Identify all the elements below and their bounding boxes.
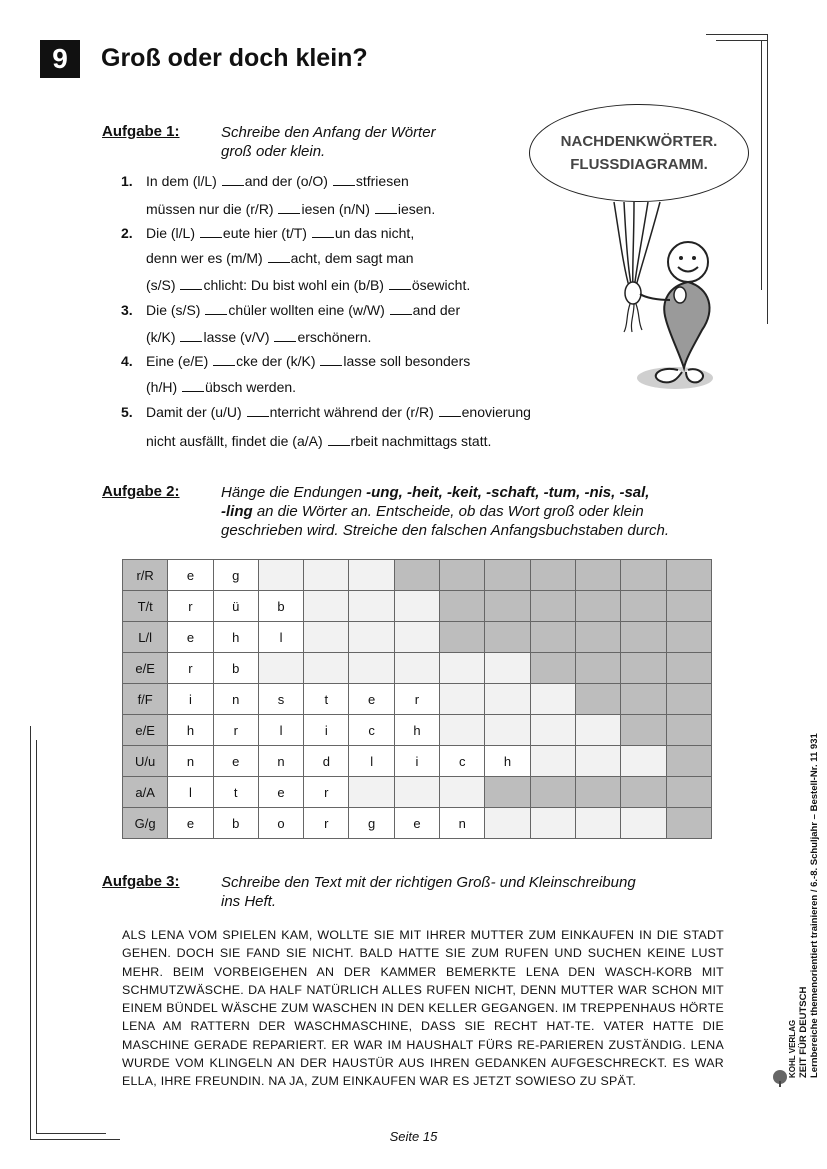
publisher-name: KOHL VERLAG bbox=[788, 1019, 797, 1078]
grid-shaded-cell[interactable] bbox=[530, 653, 575, 684]
grid-shaded-cell[interactable] bbox=[621, 591, 666, 622]
grid-letter-cell: d bbox=[304, 746, 349, 777]
exercise-text: lasse (v/V) bbox=[203, 329, 274, 345]
page-number: Seite 15 bbox=[389, 1129, 438, 1144]
answer-blank[interactable] bbox=[180, 278, 202, 290]
frame-line bbox=[706, 34, 768, 35]
grid-shaded-cell[interactable] bbox=[394, 560, 439, 591]
task1-label: Aufgabe 1: bbox=[102, 123, 180, 140]
grid-letter-cell: h bbox=[394, 715, 439, 746]
answer-blank[interactable] bbox=[328, 434, 350, 446]
grid-empty-cell[interactable] bbox=[530, 808, 575, 839]
grid-letter-cell: b bbox=[258, 591, 303, 622]
grid-shaded-cell[interactable] bbox=[575, 560, 620, 591]
grid-empty-cell[interactable] bbox=[621, 808, 666, 839]
grid-empty-cell[interactable] bbox=[440, 653, 485, 684]
grid-empty-cell[interactable] bbox=[349, 622, 394, 653]
grid-letter-cell: l bbox=[349, 746, 394, 777]
grid-row-label[interactable]: e/E bbox=[123, 715, 168, 746]
exercise-text: übsch werden. bbox=[205, 379, 297, 395]
speech-bubble: NACHDENKWÖRTER. FLUSSDIAGRAMM. bbox=[529, 104, 749, 202]
page-title: Groß oder doch klein? bbox=[101, 44, 368, 72]
exercise-text: müssen nur die (r/R) bbox=[146, 201, 278, 217]
exercise-number: 3. bbox=[121, 302, 133, 318]
exercise-line bbox=[146, 173, 409, 189]
grid-row-label[interactable]: f/F bbox=[123, 684, 168, 715]
exercise-text: cke der (k/K) bbox=[236, 353, 320, 369]
grid-letter-cell: b bbox=[213, 653, 258, 684]
task3-label: Aufgabe 3: bbox=[102, 873, 180, 890]
grid-empty-cell[interactable] bbox=[440, 684, 485, 715]
exercise-text: ösewicht. bbox=[411, 277, 471, 293]
grid-shaded-cell[interactable] bbox=[440, 560, 485, 591]
grid-empty-cell[interactable] bbox=[258, 560, 303, 591]
grid-empty-cell[interactable] bbox=[530, 715, 575, 746]
grid-row bbox=[123, 684, 712, 715]
grid-empty-cell[interactable] bbox=[304, 653, 349, 684]
side-info bbox=[787, 733, 820, 1078]
exercise-text: chüler wollten eine (w/W) bbox=[228, 302, 389, 318]
grid-empty-cell[interactable] bbox=[258, 653, 303, 684]
exercise-line bbox=[146, 433, 491, 449]
grid-empty-cell[interactable] bbox=[621, 746, 666, 777]
thinking-figure-icon bbox=[598, 200, 718, 395]
grid-row bbox=[123, 777, 712, 808]
task3-instruction: Schreibe den Text mit der richtigen Groß- und Kleinschreibung ins Heft. bbox=[221, 874, 636, 910]
grid-shaded-cell[interactable] bbox=[440, 622, 485, 653]
answer-blank[interactable] bbox=[274, 330, 296, 342]
grid-empty-cell[interactable] bbox=[349, 591, 394, 622]
grid-empty-cell[interactable] bbox=[394, 777, 439, 808]
grid-letter-cell: n bbox=[213, 684, 258, 715]
grid-letter-cell: i bbox=[304, 715, 349, 746]
grid-shaded-cell[interactable] bbox=[621, 653, 666, 684]
exercise-text: (h/H) bbox=[146, 379, 181, 395]
exercise-number: 4. bbox=[121, 353, 133, 369]
grid-letter-cell: r bbox=[304, 808, 349, 839]
grid-letter-cell: e bbox=[168, 560, 213, 591]
grid-empty-cell[interactable] bbox=[440, 715, 485, 746]
answer-blank[interactable] bbox=[375, 202, 397, 214]
grid-row-label[interactable]: L/l bbox=[123, 622, 168, 653]
answer-blank[interactable] bbox=[268, 251, 290, 263]
grid-letter-cell: e bbox=[394, 808, 439, 839]
exercise-text: Die (s/S) bbox=[146, 302, 205, 318]
grid-letter-cell: h bbox=[213, 622, 258, 653]
task2-label: Aufgabe 2: bbox=[102, 483, 180, 500]
grid-row bbox=[123, 715, 712, 746]
grid-shaded-cell[interactable] bbox=[530, 560, 575, 591]
exercise-text: (s/S) bbox=[146, 277, 180, 293]
grid-letter-cell: g bbox=[213, 560, 258, 591]
grid-shaded-cell[interactable] bbox=[666, 622, 711, 653]
grid-letter-cell: l bbox=[168, 777, 213, 808]
grid-empty-cell[interactable] bbox=[394, 591, 439, 622]
grid-shaded-cell[interactable] bbox=[575, 684, 620, 715]
grid-shaded-cell[interactable] bbox=[485, 591, 530, 622]
grid-letter-cell: i bbox=[394, 746, 439, 777]
answer-blank[interactable] bbox=[333, 174, 355, 186]
grid-row-label[interactable]: U/u bbox=[123, 746, 168, 777]
grid-letter-cell: o bbox=[258, 808, 303, 839]
exercise-text: Eine (e/E) bbox=[146, 353, 213, 369]
grid-letter-cell: s bbox=[258, 684, 303, 715]
exercise-number: 1. bbox=[121, 173, 133, 189]
grid-shaded-cell[interactable] bbox=[621, 622, 666, 653]
grid-row-label[interactable]: T/t bbox=[123, 591, 168, 622]
grid-letter-cell: b bbox=[213, 808, 258, 839]
grid-letter-cell: t bbox=[213, 777, 258, 808]
exercise-text: iesen. bbox=[397, 201, 436, 217]
exercise-line bbox=[146, 379, 296, 395]
grid-shaded-cell[interactable] bbox=[666, 746, 711, 777]
exercise-line bbox=[146, 404, 531, 420]
grid-row-label[interactable]: G/g bbox=[123, 808, 168, 839]
answer-blank[interactable] bbox=[205, 303, 227, 315]
exercise-text: chlicht: Du bist wohl ein (b/B) bbox=[203, 277, 388, 293]
grid-letter-cell: e bbox=[349, 684, 394, 715]
grid-letter-cell: n bbox=[258, 746, 303, 777]
grid-row bbox=[123, 560, 712, 591]
answer-blank[interactable] bbox=[390, 303, 412, 315]
grid-shaded-cell[interactable] bbox=[530, 591, 575, 622]
exercise-text: lasse soll besonders bbox=[343, 353, 471, 369]
exercise-text: acht, dem sagt man bbox=[290, 250, 414, 266]
exercise-text: un das nicht, bbox=[334, 225, 415, 241]
exercise-number: 2. bbox=[121, 225, 133, 241]
grid-letter-cell: n bbox=[168, 746, 213, 777]
exercise-line bbox=[146, 201, 435, 217]
answer-blank[interactable] bbox=[439, 405, 461, 417]
grid-empty-cell[interactable] bbox=[304, 622, 349, 653]
task1-instruction: Schreibe den Anfang der Wörter groß oder klein. bbox=[221, 124, 436, 160]
grid-shaded-cell[interactable] bbox=[440, 591, 485, 622]
grid-shaded-cell[interactable] bbox=[666, 591, 711, 622]
grid-empty-cell[interactable] bbox=[394, 622, 439, 653]
grid-letter-cell: e bbox=[168, 622, 213, 653]
exercise-text: eute hier (t/T) bbox=[222, 225, 311, 241]
exercise-text: (k/K) bbox=[146, 329, 180, 345]
exercise-line bbox=[146, 329, 371, 345]
grid-empty-cell[interactable] bbox=[575, 808, 620, 839]
exercise-text: Damit der (u/U) bbox=[146, 404, 246, 420]
answer-blank[interactable] bbox=[247, 405, 269, 417]
grid-empty-cell[interactable] bbox=[394, 653, 439, 684]
grid-empty-cell[interactable] bbox=[485, 684, 530, 715]
grid-letter-cell: i bbox=[168, 684, 213, 715]
grid-letter-cell: r bbox=[213, 715, 258, 746]
answer-blank[interactable] bbox=[312, 226, 334, 238]
answer-blank[interactable] bbox=[213, 354, 235, 366]
grid-letter-cell: h bbox=[485, 746, 530, 777]
grid-shaded-cell[interactable] bbox=[485, 622, 530, 653]
answer-blank[interactable] bbox=[278, 202, 300, 214]
grid-shaded-cell[interactable] bbox=[666, 777, 711, 808]
grid-empty-cell[interactable] bbox=[530, 684, 575, 715]
grid-shaded-cell[interactable] bbox=[621, 560, 666, 591]
grid-shaded-cell[interactable] bbox=[530, 777, 575, 808]
exercise-text: nterricht während der (r/R) bbox=[269, 404, 438, 420]
grid-empty-cell[interactable] bbox=[530, 746, 575, 777]
grid-shaded-cell[interactable] bbox=[621, 684, 666, 715]
grid-letter-cell: c bbox=[440, 746, 485, 777]
grid-empty-cell[interactable] bbox=[349, 560, 394, 591]
grid-row bbox=[123, 653, 712, 684]
grid-shaded-cell[interactable] bbox=[666, 684, 711, 715]
exercise-number: 5. bbox=[121, 404, 133, 420]
grid-row bbox=[123, 746, 712, 777]
grid-letter-cell: g bbox=[349, 808, 394, 839]
grid-row-label[interactable]: r/R bbox=[123, 560, 168, 591]
answer-blank[interactable] bbox=[320, 354, 342, 366]
grid-shaded-cell[interactable] bbox=[575, 591, 620, 622]
task2-instruction: Hänge die Endungen -ung, -heit, -keit, -schaft, -tum, -nis, -sal, -ling an die Wörter an. Entscheide, ob das Wort groß oder klein geschrieben wird. Streiche den falschen Anfangsbuchstaben durch. bbox=[221, 484, 670, 539]
grid-letter-cell: e bbox=[168, 808, 213, 839]
grid-letter-cell: c bbox=[349, 715, 394, 746]
grid-letter-cell: r bbox=[394, 684, 439, 715]
exercise-text: iesen (n/N) bbox=[301, 201, 374, 217]
grid-row bbox=[123, 622, 712, 653]
grid-letter-cell: e bbox=[258, 777, 303, 808]
grid-shaded-cell[interactable] bbox=[666, 808, 711, 839]
grid-empty-cell[interactable] bbox=[304, 591, 349, 622]
grid-letter-cell: h bbox=[168, 715, 213, 746]
grid-letter-cell: r bbox=[168, 653, 213, 684]
grid-letter-cell: r bbox=[304, 777, 349, 808]
grid-shaded-cell[interactable] bbox=[621, 777, 666, 808]
exercise-text: enovierung bbox=[461, 404, 531, 420]
task3-text: ALS LENA VOM SPIELEN KAM, WOLLTE SIE MIT IHRER MUTTER ZUM EINKAUFEN IN DIE STADT GEHEN. DOCH SIE FAND SIE NICHT. BALD HATTE SIE ZUM RUFEN UND SUCHEN KEINE LUST MEHR. BEIM VORBEIGEHEN AN DER KAMMER BEMERKTE LENA DEN WASCH-KORB MIT SCHMUTZWÄSCHE. DA HALF NATÜRLICH ALLES RUFEN NICHT, DENN MUTTER WAR SCHON MIT EINEM BÜNDEL WÄSCHE ZUM WASCHEN IN DEN KELLER GEGANGEN. IM TREPPENHAUS HÖRTE LENA AM RATTERN DER WASCHMASCHINE, DASS SIE RECHT HAT-TE. VATER HATTE DIE MASCHINE GERADE REPARIERT. ER WAR IM HAUSHALT FÜRS RE-PARIEREN ZUSTÄNDIG. LENA WURDE VOM KLINGELN AN DER HAUSTÜR AUS IHREN GEDANKEN AUFGESCHRECKT. ES WAR ELLA, IHRE FREUNDIN. NA JA, ZUM EINKAUFEN WAR ES JETZT SOWIESO ZU SPÄT. bbox=[122, 928, 724, 1089]
grid-shaded-cell[interactable] bbox=[485, 777, 530, 808]
exercise-line bbox=[146, 250, 414, 266]
grid-shaded-cell[interactable] bbox=[485, 560, 530, 591]
exercise-text: nicht ausfällt, findet die (a/A) bbox=[146, 433, 327, 449]
grid-letter-cell: n bbox=[440, 808, 485, 839]
grid-empty-cell[interactable] bbox=[349, 653, 394, 684]
frame-line bbox=[767, 34, 768, 324]
exercise-line bbox=[146, 302, 460, 318]
frame-line bbox=[36, 740, 37, 1134]
word-grid bbox=[122, 559, 712, 839]
exercise-text: denn wer es (m/M) bbox=[146, 250, 267, 266]
answer-blank[interactable] bbox=[200, 226, 222, 238]
grid-shaded-cell[interactable] bbox=[666, 653, 711, 684]
exercise-line bbox=[146, 277, 470, 293]
answer-blank[interactable] bbox=[222, 174, 244, 186]
exercise-text: rbeit nachmittags statt. bbox=[350, 433, 492, 449]
grid-letter-cell: t bbox=[304, 684, 349, 715]
exercise-text: and der bbox=[412, 302, 461, 318]
frame-line bbox=[761, 40, 762, 290]
grid-row-label[interactable]: e/E bbox=[123, 653, 168, 684]
grid-shaded-cell[interactable] bbox=[575, 622, 620, 653]
grid-empty-cell[interactable] bbox=[575, 746, 620, 777]
grid-empty-cell[interactable] bbox=[440, 777, 485, 808]
grid-empty-cell[interactable] bbox=[485, 653, 530, 684]
answer-blank[interactable] bbox=[182, 380, 204, 392]
grid-shaded-cell[interactable] bbox=[666, 715, 711, 746]
grid-shaded-cell[interactable] bbox=[666, 560, 711, 591]
grid-letter-cell: r bbox=[168, 591, 213, 622]
chapter-number: 9 bbox=[40, 40, 80, 78]
grid-empty-cell[interactable] bbox=[485, 715, 530, 746]
answer-blank[interactable] bbox=[389, 278, 411, 290]
grid-shaded-cell[interactable] bbox=[575, 653, 620, 684]
exercise-line bbox=[146, 225, 414, 241]
exercise-text: and der (o/O) bbox=[244, 173, 332, 189]
grid-row bbox=[123, 591, 712, 622]
answer-blank[interactable] bbox=[180, 330, 202, 342]
grid-row bbox=[123, 808, 712, 839]
exercise-text: Die (l/L) bbox=[146, 225, 199, 241]
frame-line bbox=[30, 726, 31, 1140]
exercise-text: stfriesen bbox=[355, 173, 409, 189]
grid-empty-cell[interactable] bbox=[304, 560, 349, 591]
grid-row-label[interactable]: a/A bbox=[123, 777, 168, 808]
grid-letter-cell: l bbox=[258, 622, 303, 653]
exercise-text: In dem (l/L) bbox=[146, 173, 221, 189]
exercise-text: erschönern. bbox=[297, 329, 372, 345]
grid-empty-cell[interactable] bbox=[349, 777, 394, 808]
grid-shaded-cell[interactable] bbox=[530, 622, 575, 653]
grid-letter-cell: e bbox=[213, 746, 258, 777]
series-title: ZEIT FÜR DEUTSCH bbox=[798, 986, 809, 1078]
series-subtitle: Lernbereiche themenorientiert trainieren / 6.-8. Schuljahr – Bestell-Nr. 11 931 bbox=[809, 733, 820, 1078]
grid-shaded-cell[interactable] bbox=[575, 777, 620, 808]
grid-empty-cell[interactable] bbox=[575, 715, 620, 746]
grid-shaded-cell[interactable] bbox=[621, 715, 666, 746]
grid-letter-cell: ü bbox=[213, 591, 258, 622]
grid-empty-cell[interactable] bbox=[485, 808, 530, 839]
grid-letter-cell: l bbox=[258, 715, 303, 746]
exercise-line bbox=[146, 353, 470, 369]
